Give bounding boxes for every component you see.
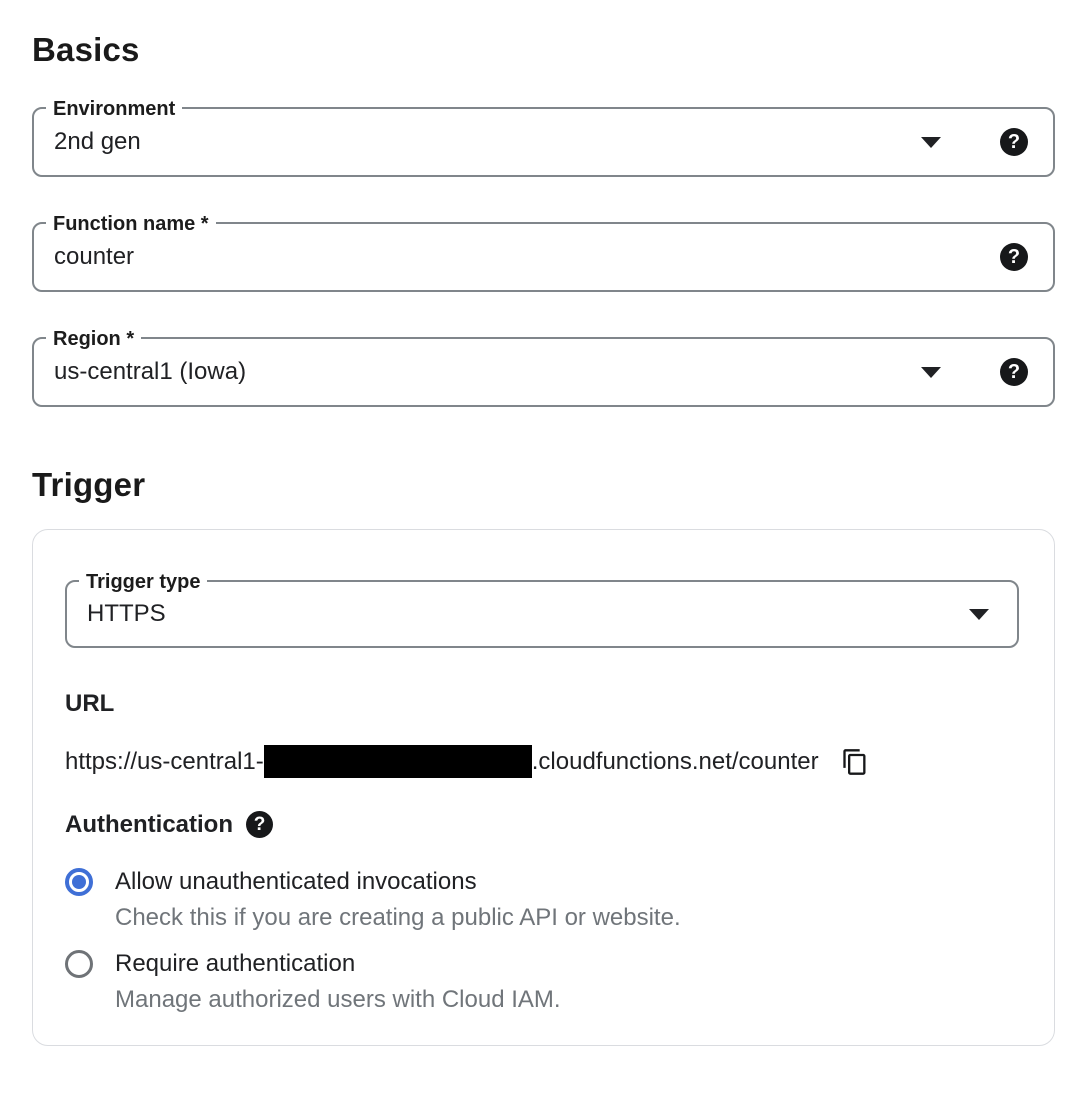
trigger-type-value: HTTPS (87, 600, 166, 627)
function-name-input[interactable] (32, 213, 1055, 292)
trigger-type-label: Trigger type (79, 570, 207, 594)
dropdown-arrow-icon (969, 609, 989, 620)
url-label: URL (65, 690, 115, 717)
radio-option-texts (115, 867, 681, 933)
dropdown-arrow-icon (921, 367, 941, 378)
function-name-value: counter (54, 243, 135, 270)
environment-help-icon[interactable]: ? (1000, 128, 1028, 156)
dropdown-arrow-icon (921, 137, 941, 148)
copy-url-button[interactable] (841, 748, 869, 776)
url-row (65, 744, 1019, 781)
authentication-label: Authentication (65, 810, 233, 838)
radio-option-texts (115, 949, 561, 1015)
basics-section-title: Basics (32, 31, 140, 68)
radio-option-allow-unauthenticated[interactable] (65, 867, 1019, 933)
environment-select[interactable] (32, 98, 1055, 177)
trigger-card (32, 529, 1055, 1046)
radio-selected-icon[interactable] (65, 868, 93, 896)
environment-label: Environment (46, 97, 182, 121)
trigger-section-title: Trigger (32, 466, 146, 503)
create-function-form (0, 30, 1090, 1046)
region-help-icon[interactable]: ? (1000, 358, 1028, 386)
radio-option-require-authentication[interactable] (65, 949, 1019, 1015)
region-value: us-central1 (Iowa) (54, 358, 247, 385)
radio-option-description: Manage authorized users with Cloud IAM. (115, 985, 561, 1013)
radio-option-label[interactable]: Require authentication (115, 949, 356, 977)
function-url-prefix: https://us-central1- (65, 748, 264, 775)
function-name-label: Function name * (46, 212, 216, 236)
radio-unselected-icon[interactable] (65, 950, 93, 978)
radio-option-description: Check this if you are creating a public API or website. (115, 903, 681, 931)
function-url (65, 744, 819, 781)
region-select[interactable] (32, 328, 1055, 407)
trigger-type-select[interactable] (65, 571, 1019, 648)
radio-option-label[interactable]: Allow unauthenticated invocations (115, 867, 477, 895)
content-copy-icon (841, 748, 869, 776)
authentication-heading (65, 809, 1019, 841)
region-label: Region * (46, 327, 141, 351)
environment-value: 2nd gen (54, 128, 141, 155)
function-name-help-icon[interactable]: ? (1000, 243, 1028, 271)
authentication-help-icon[interactable]: ? (246, 811, 273, 838)
function-url-suffix: .cloudfunctions.net/counter (531, 748, 819, 775)
redacted-project-id (264, 745, 532, 778)
